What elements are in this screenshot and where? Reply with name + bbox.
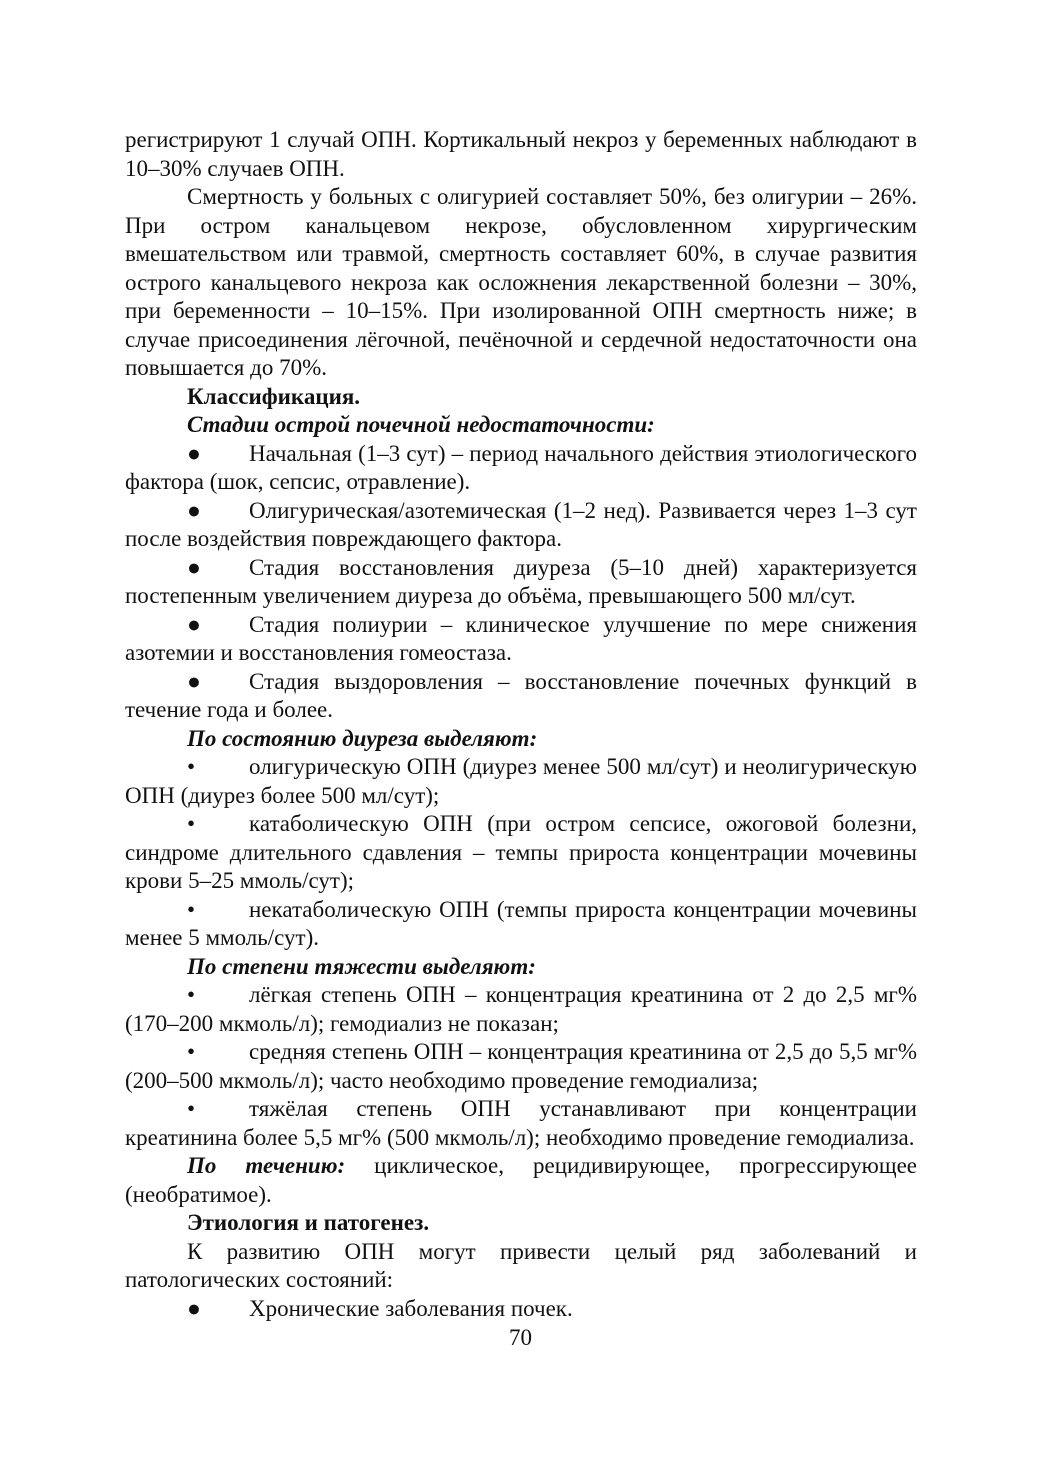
bullet-icon: ● xyxy=(187,554,201,580)
document-page xyxy=(125,126,917,1323)
paragraph-etiology-intro: К развитию ОПН могут привести целый ряд заболеваний и патологических состояний: xyxy=(125,1238,917,1292)
bullet-icon: • xyxy=(187,982,196,1007)
bullet-icon: • xyxy=(187,754,196,779)
bullet-icon: ● xyxy=(187,1295,201,1321)
bullet-icon: ● xyxy=(187,668,201,694)
list-item-text: Стадия выздоровления – восстановление почечных функций в течение года и более. xyxy=(125,668,917,722)
heading-severity: По степени тяжести выделяют: xyxy=(187,953,536,979)
list-item-stage xyxy=(125,668,917,725)
bullet-icon: • xyxy=(187,1039,196,1064)
bullet-icon: ● xyxy=(187,611,201,637)
list-item-text: Стадия полиурии – клиническое улучшение по мере снижения азотемии и восстановления гомеостаза. xyxy=(125,611,917,665)
list-item-text: Хронические заболевания почек. xyxy=(249,1295,573,1321)
list-item-text: лёгкая степень ОПН – концентрация креатинина от 2 до 2,5 мг% (170–200 мкмоль/л); гемодиализ не показан; xyxy=(125,982,917,1036)
list-item-text: олигурическую ОПН (диурез менее 500 мл/сут) и неолигурическую ОПН (диурез более 500 мл/сут); xyxy=(125,754,917,808)
bullet-icon: • xyxy=(187,811,196,836)
list-item-text: Начальная (1–3 сут) – период начального действия этиологического фактора (шок, сепсис, отравление). xyxy=(125,440,917,494)
list-item-text: тяжёлая степень ОПН устанавливают при концентрации креатинина более 5,5 мг% (500 мкмоль/л); необходимо проведение гемодиализа. xyxy=(125,1096,917,1150)
paragraph-course xyxy=(125,1152,917,1209)
bullet-icon: • xyxy=(187,896,196,922)
paragraph-mortality: Смертность у больных с олигурией составляет 50%, без олигурии – 26%. При остром канальцевом некрозе, обусловленном хирургическим вмешательством или травмой, смертность составляет 60%, в случае развития острого канальцевого некроза как осложнения лекарственной болезни – 30%, при беременности – 10–15%. При изолированной ОПН смертность ниже; в случае присоединения лёгочной, печёночной и сердечной недостаточности она повышается до 70%. xyxy=(125,184,917,380)
list-item-text: Олигурическая/азотемическая (1–2 нед). Развивается через 1–3 сут после воздействия повреждающего фактора. xyxy=(125,497,917,551)
paragraph-incidence: регистрируют 1 случай ОПН. Кортикальный некроз у беременных наблюдают в 10–30% случаев ОПН. xyxy=(125,127,917,181)
list-item-text: катаболическую ОПН (при остром сепсисе, ожоговой болезни, синдроме длительного сдавления – темпы прироста концентрации мочевины крови 5–25 ммоль/сут); xyxy=(125,811,917,893)
list-item-diuresis xyxy=(125,753,917,810)
heading-stages: Стадии острой почечной недостаточности: xyxy=(187,412,655,437)
list-item-stage xyxy=(125,554,917,611)
list-item-text: некатаболическую ОПН (темпы прироста концентрации мочевины менее 5 ммоль/сут). xyxy=(125,896,917,950)
list-item-severity xyxy=(125,1095,917,1152)
course-text: циклическое, рецидивирующее, прогрессирующее (необратимое). xyxy=(125,1153,917,1207)
list-item-stage xyxy=(125,497,917,554)
list-item-text: Стадия восстановления диуреза (5–10 дней) характеризуется постепенным увеличением диуреза до объёма, превышающего 500 мл/сут. xyxy=(125,554,917,608)
bullet-icon: • xyxy=(187,1096,196,1121)
list-item-diuresis xyxy=(125,810,917,896)
list-item-severity xyxy=(125,981,917,1038)
heading-diuresis: По состоянию диуреза выделяют: xyxy=(187,725,538,751)
heading-classification: Классификация. xyxy=(187,383,361,409)
list-item-stage xyxy=(125,440,917,497)
page-number: 70 xyxy=(509,1325,532,1350)
list-item-severity xyxy=(125,1038,917,1095)
bullet-icon: ● xyxy=(187,497,201,523)
heading-etiology: Этиология и патогенез. xyxy=(187,1210,430,1235)
course-label: По течению: xyxy=(187,1153,346,1178)
list-item-text: средняя степень ОПН – концентрация креатинина от 2,5 до 5,5 мг% (200–500 мкмоль/л); часто необходимо проведение гемодиализа; xyxy=(125,1039,917,1093)
bullet-icon: ● xyxy=(187,440,201,466)
list-item-stage xyxy=(125,611,917,668)
list-item-etiology xyxy=(125,1295,917,1324)
list-item-diuresis xyxy=(125,896,917,953)
